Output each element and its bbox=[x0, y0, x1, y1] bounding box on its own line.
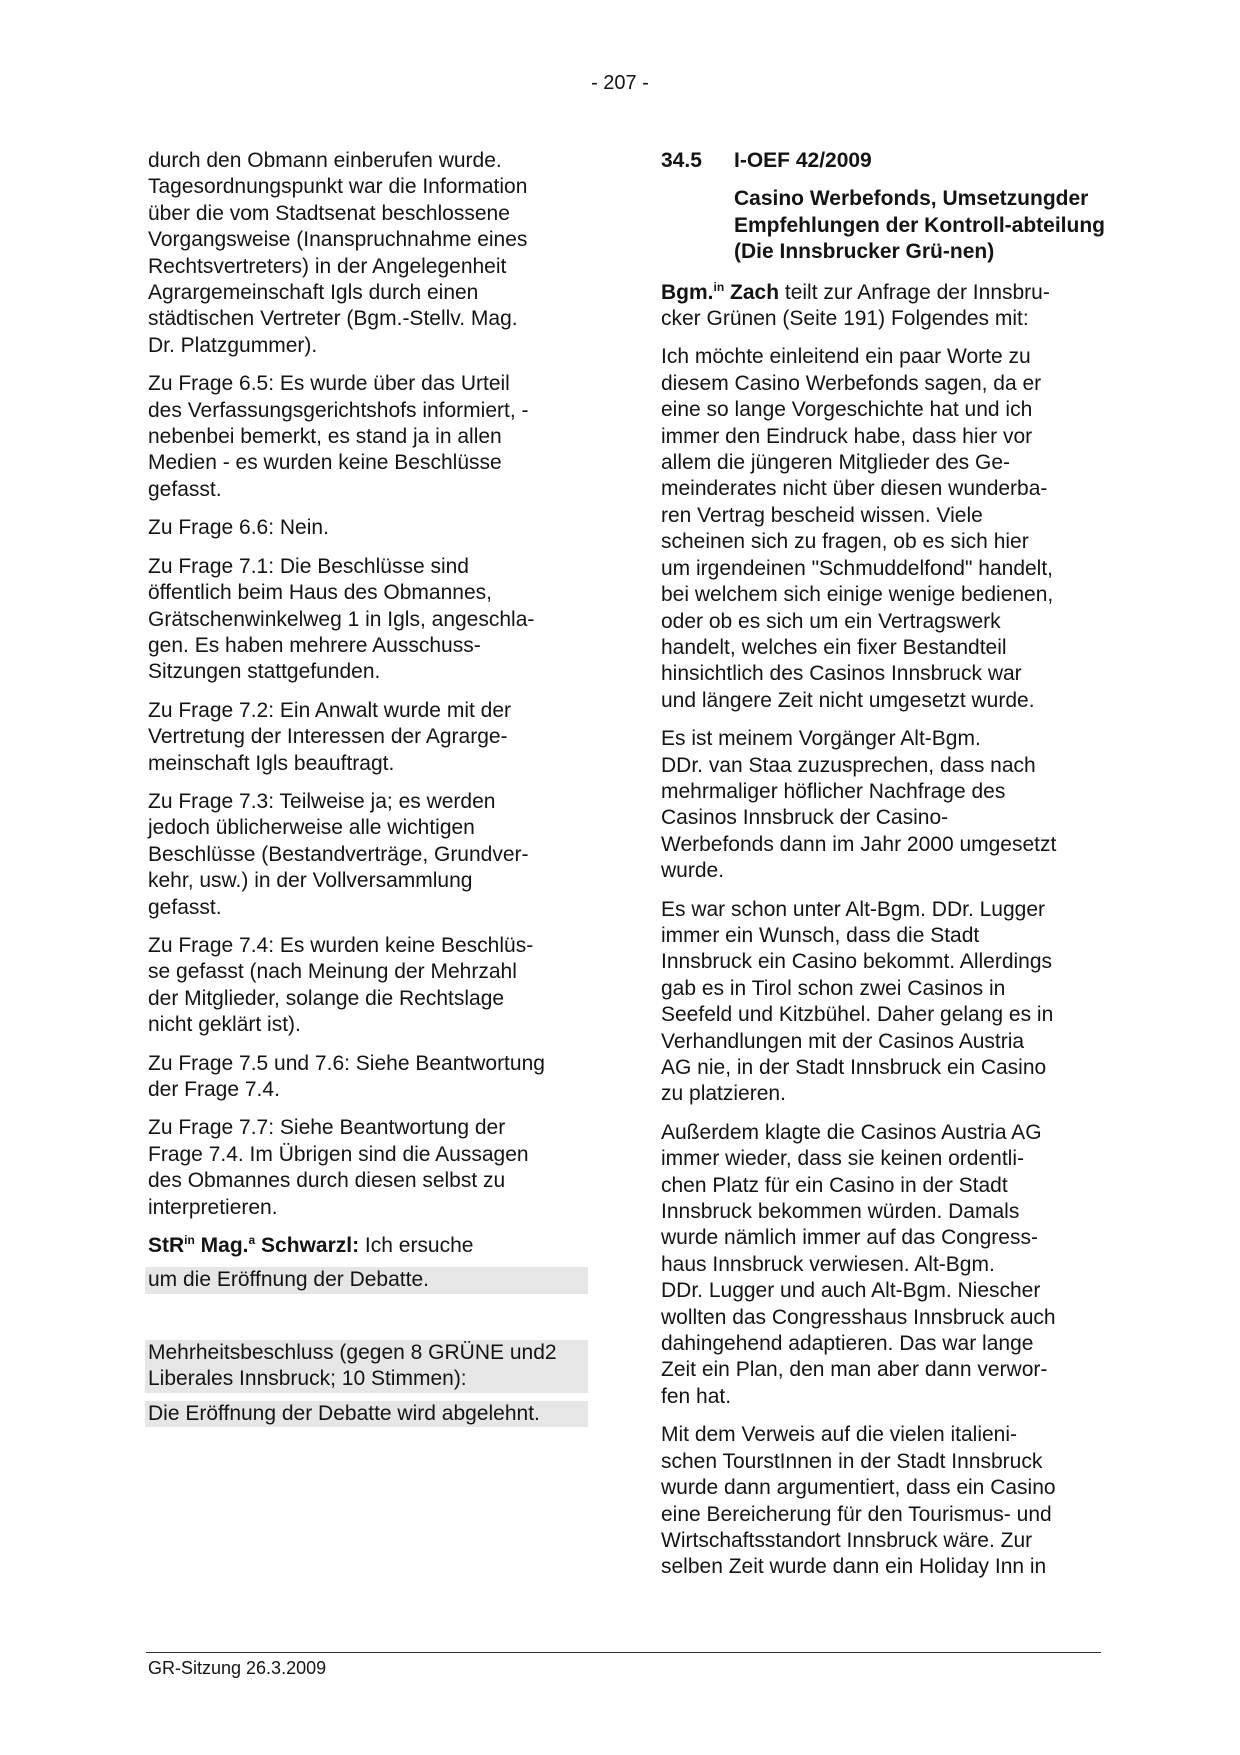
speaker-intro bbox=[661, 280, 1106, 333]
result-text: Die Eröffnung der Debatte wird abgelehnt. bbox=[145, 1401, 588, 1427]
left-column bbox=[148, 148, 588, 1427]
text-line: um irgendeinen "Schmuddelfond" handelt, bbox=[661, 556, 1054, 580]
text-line: wurde dann argumentiert, dass ein Casino bbox=[661, 1476, 1056, 1500]
agenda-item-heading bbox=[661, 148, 1106, 174]
agenda-item-subject bbox=[734, 186, 1106, 265]
vote-text bbox=[145, 1340, 588, 1393]
speaker-text: cker Grünen (Seite 191) Folgendes mit: bbox=[661, 307, 1029, 331]
text-line: DDr. van Staa zuzusprechen, dass nach bbox=[661, 753, 1036, 777]
text-line: meinschaft Igls beauftragt. bbox=[148, 751, 395, 775]
text-line: wollten das Congresshaus Innsbruck auch bbox=[661, 1305, 1056, 1329]
text-line: wurde nämlich immer auf das Congress- bbox=[661, 1226, 1038, 1250]
speaker-title-sup: a bbox=[248, 1233, 256, 1248]
text-line: Zeit ein Plan, den man aber dann verwor- bbox=[661, 1358, 1048, 1382]
text-line: Werbefonds dann im Jahr 2000 umgesetzt bbox=[661, 832, 1057, 856]
text-line: immer den Eindruck habe, dass hier vor bbox=[661, 424, 1033, 448]
speaker-name: Schwarzl: bbox=[255, 1234, 360, 1258]
text-line: selben Zeit wurde dann ein Holiday Inn in bbox=[661, 1555, 1047, 1579]
text-line: chen Platz für ein Casino in der Stadt bbox=[661, 1173, 1008, 1197]
text-line: nicht geklärt ist). bbox=[148, 1013, 301, 1037]
text-line: Grätschenwinkelweg 1 in Igls, angeschla- bbox=[148, 607, 535, 631]
speaker-line bbox=[148, 1233, 588, 1259]
right-column bbox=[661, 148, 1106, 1593]
text-line: gefasst. bbox=[148, 477, 222, 501]
text-line: ren Vertrag bescheid wissen. Viele bbox=[661, 503, 983, 527]
text-line: der Mitglieder, solange die Rechtslage bbox=[148, 986, 505, 1010]
text-line: öffentlich beim Haus des Obmannes, bbox=[148, 581, 492, 605]
text-line: DDr. Lugger und auch Alt-Bgm. Niescher bbox=[661, 1279, 1041, 1303]
text-line: gen. Es haben mehrere Ausschuss- bbox=[148, 633, 481, 657]
speaker-text: teilt zur Anfrage der Innsbru- bbox=[779, 280, 1050, 304]
text-line: Zu Frage 6.5: Es wurde über das Urteil bbox=[148, 372, 510, 396]
text-line: Wirtschaftsstandort Innsbruck wäre. Zur bbox=[661, 1528, 1033, 1552]
text-line: diesem Casino Werbefonds sagen, da er bbox=[661, 371, 1042, 395]
paragraph bbox=[148, 789, 588, 921]
text-line: allem die jüngeren Mitglieder des Ge- bbox=[661, 451, 1011, 475]
text-line: der Frage 7.4. bbox=[148, 1078, 280, 1101]
text-line: nebenbei bemerkt, es stand ja in allen bbox=[148, 425, 502, 449]
text-line: Casino Werbefonds, Umsetzung bbox=[734, 187, 1056, 211]
text-line: se gefasst (nach Meinung der Mehrzahl bbox=[148, 960, 517, 984]
text-line: durch den Obmann einberufen wurde. bbox=[148, 149, 502, 172]
text-line: immer ein Wunsch, dass die Stadt bbox=[661, 923, 980, 947]
paragraph bbox=[661, 726, 1106, 884]
paragraph bbox=[148, 148, 588, 359]
text-line: bei welchem sich einige wenige bedienen, bbox=[661, 583, 1054, 607]
text-line: Zu Frage 7.4: Es wurden keine Beschlüs- bbox=[148, 933, 534, 957]
text-line: zu platzieren. bbox=[661, 1082, 786, 1106]
text-line: Medien - es wurden keine Beschlüsse bbox=[148, 451, 502, 475]
text-line: Dr. Platzgummer). bbox=[148, 333, 318, 357]
page-number: - 207 - bbox=[591, 72, 649, 94]
text-line: gab es in Tirol schon zwei Casinos in bbox=[661, 976, 1006, 1000]
text-line: hinsichtlich des Casinos Innsbruck war bbox=[661, 662, 1022, 686]
text-line: schen TourstInnen in der Stadt Innsbruck bbox=[661, 1449, 1043, 1473]
speaker-title: StR bbox=[148, 1234, 185, 1258]
text-line: dahingehend adaptieren. Das war lange bbox=[661, 1332, 1034, 1356]
text-line: immer wieder, dass sie keinen ordentli- bbox=[661, 1147, 1024, 1171]
motion-text: um die Eröffnung der Debatte. bbox=[145, 1267, 588, 1293]
paragraph bbox=[148, 698, 588, 777]
footer-rule bbox=[146, 1652, 1101, 1653]
text-line: fen hat. bbox=[661, 1384, 732, 1408]
text-line: Es ist meinem Vorgänger Alt-Bgm. bbox=[661, 727, 981, 751]
text-line: über die vom Stadtsenat beschlossene bbox=[148, 201, 510, 225]
paragraph bbox=[661, 1422, 1106, 1580]
paragraph bbox=[148, 371, 588, 503]
text-line: Casinos Innsbruck der Casino- bbox=[661, 806, 949, 830]
text-line: Frage 7.4. Im Übrigen sind die Aussagen bbox=[148, 1142, 529, 1166]
text-line: Tagesordnungspunkt war die Information bbox=[148, 175, 528, 199]
text-line: Innsbruck ein Casino bekommt. Allerdings bbox=[661, 950, 1053, 974]
text-line: Agrargemeinschaft Igls durch einen bbox=[148, 281, 479, 305]
text-line: Rechtsvertreters) in der Angelegenheit bbox=[148, 254, 507, 278]
text-line: Es war schon unter Alt-Bgm. DDr. Lugger bbox=[661, 897, 1045, 921]
text-line: meinderates nicht über diesen wunderba- bbox=[661, 477, 1048, 501]
paragraph bbox=[661, 344, 1106, 714]
text-line: Zu Frage 7.2: Ein Anwalt wurde mit der bbox=[148, 698, 511, 722]
text-line: eine so lange Vorgeschichte hat und ich bbox=[661, 398, 1033, 422]
text-line: Zu Frage 7.5 und 7.6: Siehe Beantwortung bbox=[148, 1051, 545, 1075]
paragraph bbox=[148, 1051, 588, 1104]
text-line: scheinen sich zu fragen, ob es sich hier bbox=[661, 530, 1029, 554]
text-line: Vorgangsweise (Inanspruchnahme eines bbox=[148, 228, 528, 252]
text-line: der Empfehlungen der Kontroll- bbox=[734, 187, 1089, 237]
text-line: Verhandlungen mit der Casinos Austria bbox=[661, 1029, 1025, 1053]
text-line: 2 Liberales Innsbruck; 10 Stimmen): bbox=[148, 1340, 557, 1391]
text-line: Zu Frage 7.7: Siehe Beantwortung der bbox=[148, 1116, 506, 1140]
speaker-text: Ich ersuche bbox=[359, 1234, 474, 1258]
paragraph bbox=[148, 1115, 588, 1221]
text-line: Vertretung der Interessen der Agrarge- bbox=[148, 725, 508, 749]
speaker-title: Mag. bbox=[194, 1234, 249, 1258]
text-line: Beschlüsse (Bestandverträge, Grundver- bbox=[148, 842, 529, 866]
text-line: Mit dem Verweis auf die vielen italieni- bbox=[661, 1423, 1017, 1447]
text-line: interpretieren. bbox=[148, 1195, 278, 1219]
text-line: Seefeld und Kitzbühel. Daher gelang es in bbox=[661, 1003, 1054, 1027]
text-line: jedoch üblicherweise alle wichtigen bbox=[148, 816, 475, 840]
text-line: und längere Zeit nicht umgesetzt wurde. bbox=[661, 688, 1035, 712]
text-line: mehrmaliger höflicher Nachfrage des bbox=[661, 779, 1006, 803]
paragraph bbox=[148, 933, 588, 1039]
speaker-title-sup: in bbox=[184, 1233, 195, 1248]
text-line: wurde. bbox=[661, 859, 725, 883]
paragraph bbox=[148, 515, 588, 541]
text-line: abteilung (Die Innsbrucker Grü- bbox=[734, 213, 1105, 264]
agenda-item-number: 34.5 bbox=[661, 149, 702, 172]
paragraph bbox=[661, 897, 1106, 1108]
paragraph bbox=[148, 554, 588, 686]
text-line: des Obmannes durch diesen selbst zu bbox=[148, 1169, 506, 1193]
text-line: Ich möchte einleitend ein paar Worte zu bbox=[661, 345, 1031, 369]
text-line: handelt, welches ein fixer Bestandteil bbox=[661, 635, 1007, 659]
text-line: oder ob es sich um ein Vertragswerk bbox=[661, 609, 1001, 633]
text-line: Innsbruck bekommen würden. Damals bbox=[661, 1200, 1020, 1224]
speaker-title-sup: in bbox=[713, 279, 725, 294]
text-line: Mehrheitsbeschluss (gegen 8 GRÜNE und bbox=[148, 1340, 545, 1364]
text-line: AG nie, in der Stadt Innsbruck ein Casino bbox=[661, 1056, 1047, 1079]
text-line: des Verfassungsgerichtshofs informiert, - bbox=[148, 398, 529, 422]
text-line: Zu Frage 7.1: Die Beschlüsse sind bbox=[148, 554, 469, 578]
speaker-name: Zach bbox=[724, 280, 780, 304]
text-line: gefasst. bbox=[148, 895, 222, 919]
text-line: nen) bbox=[949, 240, 995, 264]
text-line: Sitzungen stattgefunden. bbox=[148, 660, 381, 684]
text-line: Zu Frage 7.3: Teilweise ja; es werden bbox=[148, 789, 496, 813]
speaker-title: Bgm. bbox=[661, 280, 714, 304]
paragraph bbox=[661, 1120, 1106, 1410]
agenda-item-code: I-OEF 42/2009 bbox=[734, 149, 872, 172]
text-line: kehr, usw.) in der Vollversammlung bbox=[148, 869, 473, 893]
text-line: eine Bereicherung für den Tourismus- und bbox=[661, 1502, 1052, 1526]
text-line: haus Innsbruck verwiesen. Alt-Bgm. bbox=[661, 1252, 995, 1276]
text-line: Außerdem klagte die Casinos Austria AG bbox=[661, 1120, 1042, 1144]
footer-text: GR-Sitzung 26.3.2009 bbox=[148, 1658, 327, 1678]
text-line: städtischen Vertreter (Bgm.-Stellv. Mag. bbox=[148, 307, 518, 331]
text-line: Zu Frage 6.6: Nein. bbox=[148, 516, 329, 540]
